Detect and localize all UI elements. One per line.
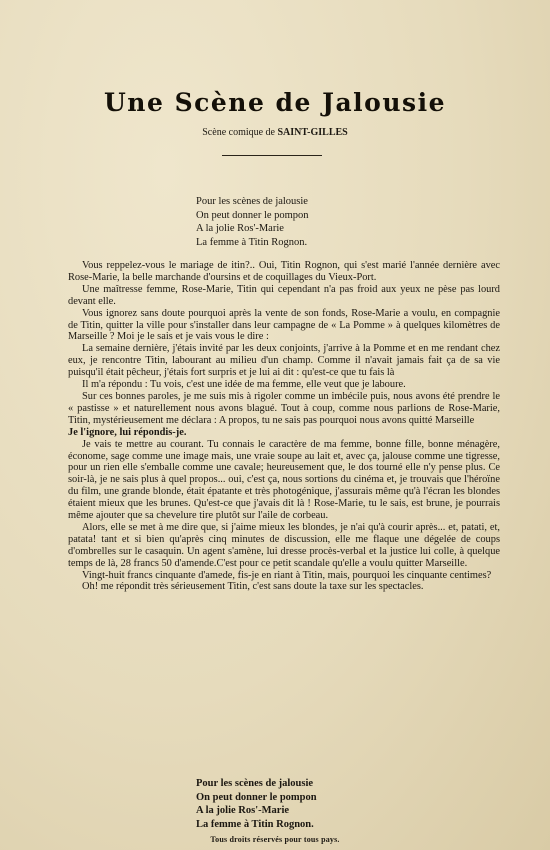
paragraph: Vous ignorez sans doute pourquoi après la vente de son fonds, Rose-Marie a voulu, en compagnie de Titin, quitter la ville pour s'installer dans leur campagne de « La Pomme » à quelques kilomètres de Marseille ? Moi je le sais et je vais vous le dire : bbox=[68, 307, 500, 343]
paragraph: Vous reppelez-vous le mariage de itin?.. Oui, Titin Rognon, qui s'est marié l'année dernière avec Rose-Marie, la belle marchande d'oursins et de coquillages du Vieux-Port. bbox=[68, 260, 500, 283]
refrain-line: A la jolie Ros'-Marie bbox=[196, 223, 284, 234]
story-body bbox=[68, 260, 500, 593]
page-title: Une Scène de Jalousie bbox=[104, 88, 446, 117]
refrain-line: Pour les scènes de jalousie bbox=[196, 778, 314, 789]
refrain-line: La femme à Titin Rognon. bbox=[196, 236, 308, 248]
refrain-line: La femme à Titin Rognon. bbox=[196, 818, 314, 830]
title-divider bbox=[222, 155, 322, 156]
paragraph: Sur ces bonnes paroles, je me suis mis à rigoler comme un imbécile puis, nous avons été prendre le « pastisse » et naturellement nous avons blagué. Tout à coup, comme nous parlions de Rose-Marie, Titin, mystérieusement me déclara : A propos, tu ne sais pas pourquoi nous avons quitté Marseille bbox=[68, 390, 500, 426]
subtitle-prefix: Scène comique de bbox=[202, 127, 275, 138]
paragraph: Il m'a répondu : Tu vois, c'est une idée de ma femme, elle veut que je laboure. bbox=[82, 379, 406, 391]
bold-reply: Je l'ignore, lui répondis-je. bbox=[68, 426, 187, 438]
refrain-line: On peut donner le pompon bbox=[196, 209, 309, 221]
refrain-line: Pour les scènes de jalousie bbox=[196, 196, 308, 207]
refrain-bottom bbox=[196, 777, 317, 831]
refrain-line: On peut donner le pompon bbox=[196, 791, 317, 803]
copyright-footer: Tous droits réservés pour tous pays. bbox=[210, 835, 340, 844]
paragraph: Alors, elle se met à me dire que, si j'aime mieux les blondes, je n'ai qu'à courir après... et, patati, et, patata! tant et si bien qu'après cinq minutes de discussion, elle me flaque une dégelée de coups d'ombrelles sur le casaquin. Un agent s'amène, lui dresse procès-verbal et la justice lui colle, à quelque temps de là, 28 francs 50 d'amende.C'est pour ce petit scandale qu'elle a voulu quitter Marseille. bbox=[68, 521, 500, 569]
refrain-line: A la jolie Ros'-Marie bbox=[196, 805, 290, 816]
subtitle bbox=[0, 127, 550, 138]
paragraph: Oh! me répondit très sérieusement Titin, c'est sans doute la taxe sur les spectacles. bbox=[82, 581, 424, 593]
subtitle-author: SAINT-GILLES bbox=[277, 127, 348, 138]
paragraph: Vingt-huit francs cinquante d'amede, fis-je en riant à Titin, mais, pourquoi les cinquante centimes? bbox=[82, 569, 492, 581]
refrain-top bbox=[196, 195, 309, 249]
paragraph: Une maîtresse femme, Rose-Marie, Titin qui cependant n'a pas froid aux yeux ne pèse pas lourd devant elle. bbox=[68, 283, 500, 307]
paragraph: La semaine dernière, j'étais invité par les deux conjoints, j'arrive à la Pomme et en me rendant chez eux, je rencontre Titin, labourant au milieu d'un champ. Comme il n'avait jamais fait ça de sa vie puisqu'il était pêcheur, j'étais fort surpris et je lui ai dit : qu'est-ce que tu fais là bbox=[68, 343, 500, 379]
paragraph: Je vais te mettre au courant. Tu connais le caractère de ma femme, bonne fille, bonne ménagère, économe, sage comme une image mais, une vraie soupe au lait et, avec ça, jalouse comme une tigresse, pour un rien elle s'emballe comme une cavale; heureusement que, le dos tourné elle n'y pense plus. Ce soir-là, je ne sais plus à quel propos... oui, c'est ça, nous sortions du cinéma et, je trouvais que l'héroïne du film, une grande blonde, était épatante et très photogénique, j'assurais même qu'à l'écran les blondes étaient mieux que les brunes. Qu'est-ce que j'avais dit là ! Rose-Marie, tu le sais, est brune, je pourrais même ajouter que sa chevelure tire plutôt sur l'aile de corbeau. bbox=[68, 438, 500, 522]
